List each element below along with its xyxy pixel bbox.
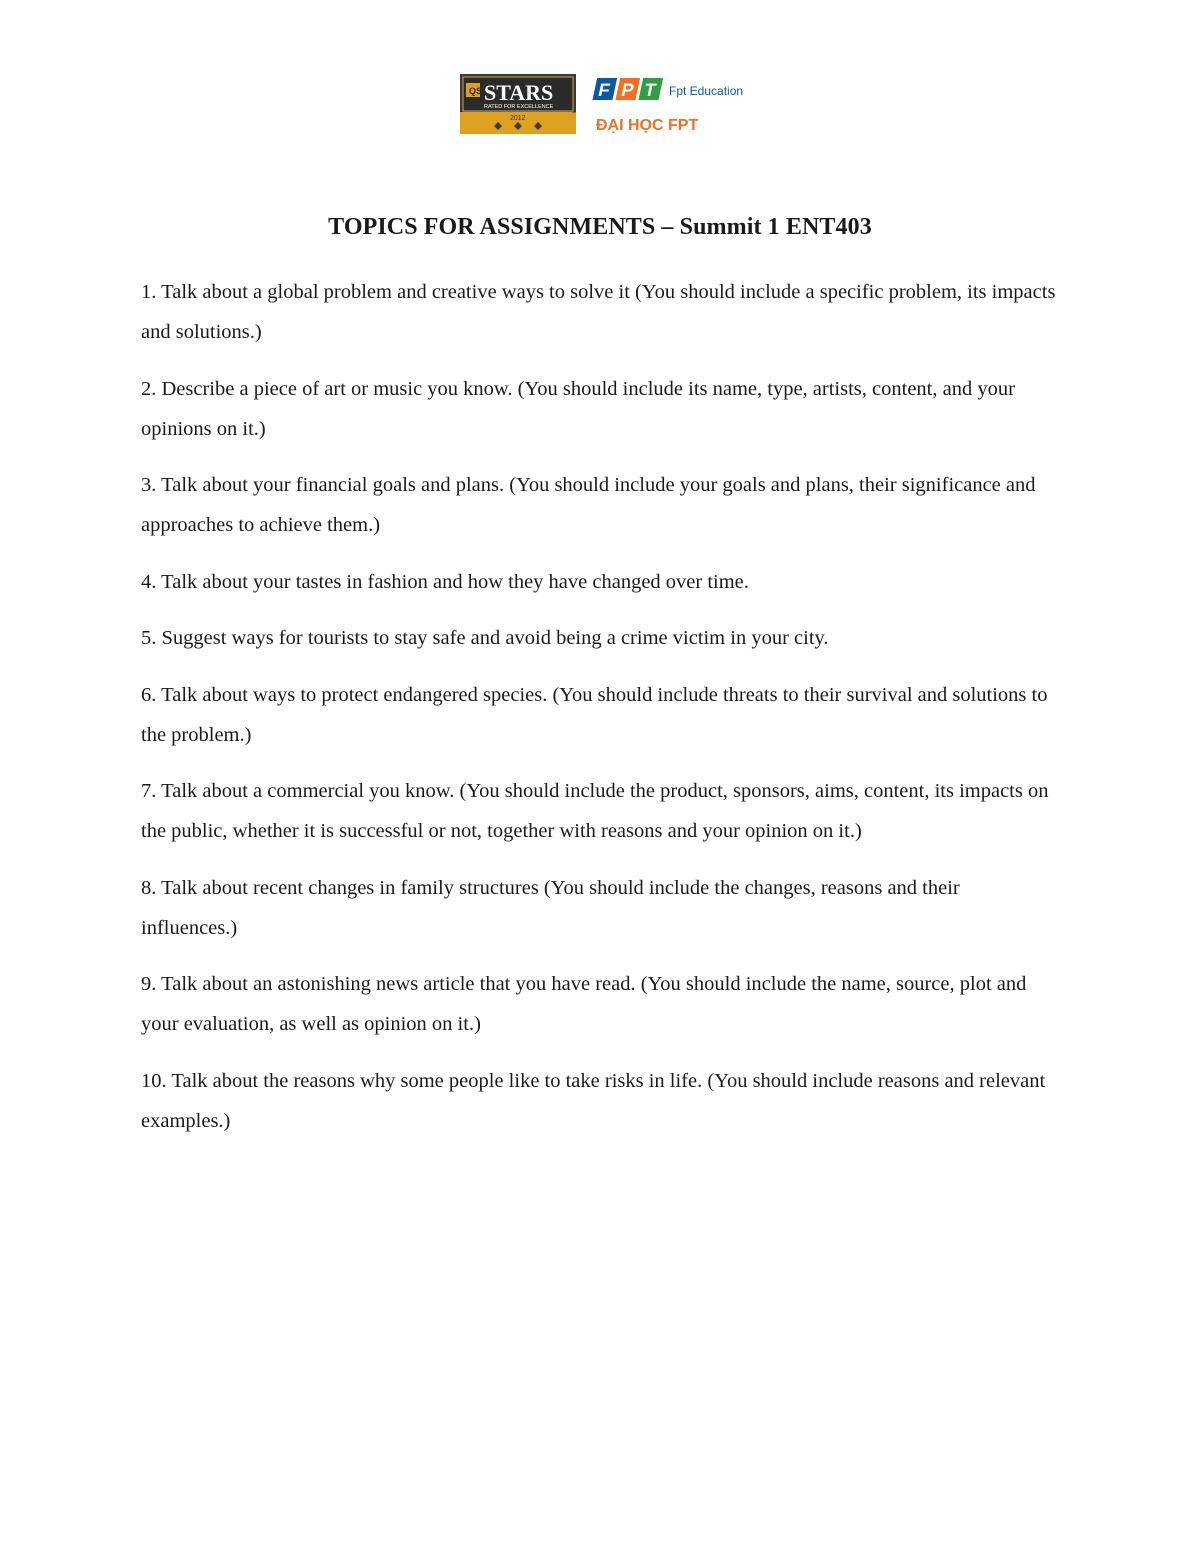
svg-text:RATED FOR EXCELLENCE: RATED FOR EXCELLENCE [484, 104, 554, 110]
svg-text:Fpt Education: Fpt Education [669, 84, 744, 98]
topic-item: 1. Talk about a global problem and creative ways to solve it (You should include a specific problem, its impacts and solutions.) [141, 281, 1056, 343]
topic-item: 2. Describe a piece of art or music you know. (You should include its name, type, artists, content, and your opinions on it.) [141, 377, 1015, 440]
header-logos [460, 74, 750, 136]
stars-rating-logo [460, 74, 576, 134]
svg-text:F: F [596, 80, 612, 100]
document-title: TOPICS FOR ASSIGNMENTS – Summit 1 ENT403 [328, 214, 872, 240]
topic-item: 8. Talk about recent changes in family structures (You should include the changes, reasons and their influences.) [141, 876, 960, 939]
svg-text:2012: 2012 [510, 115, 526, 122]
svg-text:ĐẠI HỌC FPT: ĐẠI HỌC FPT [596, 117, 699, 134]
topic-item: 10. Talk about the reasons why some people like to take risks in life. (You should include reasons and relevant examples.) [141, 1069, 1046, 1132]
svg-text:QS: QS [469, 86, 483, 96]
topic-item: 9. Talk about an astonishing news article that you have read. (You should include the name, source, plot and your evaluation, as well as opinion on it.) [141, 973, 1027, 1035]
topic-item: 3. Talk about your financial goals and plans. (You should include your goals and plans, their significance and approaches to achieve them.) [141, 474, 1036, 536]
svg-text:T: T [642, 80, 658, 100]
topic-list [141, 272, 1061, 1157]
topic-item: 6. Talk about ways to protect endangered species. (You should include threats to their survival and solutions to the problem.) [141, 683, 1048, 746]
topic-item: 5. Suggest ways for tourists to stay safe and avoid being a crime victim in your city. [141, 627, 829, 649]
topic-item: 7. Talk about a commercial you know. (You should include the product, sponsors, aims, content, its impacts on the public, whether it is successful or not, together with reasons and your opinion on it.) [141, 780, 1049, 842]
svg-text:P: P [619, 80, 636, 100]
svg-text:STARS: STARS [484, 80, 554, 105]
topic-item: 4. Talk about your tastes in fashion and how they have changed over time. [141, 570, 749, 593]
fpt-logo [590, 74, 750, 136]
